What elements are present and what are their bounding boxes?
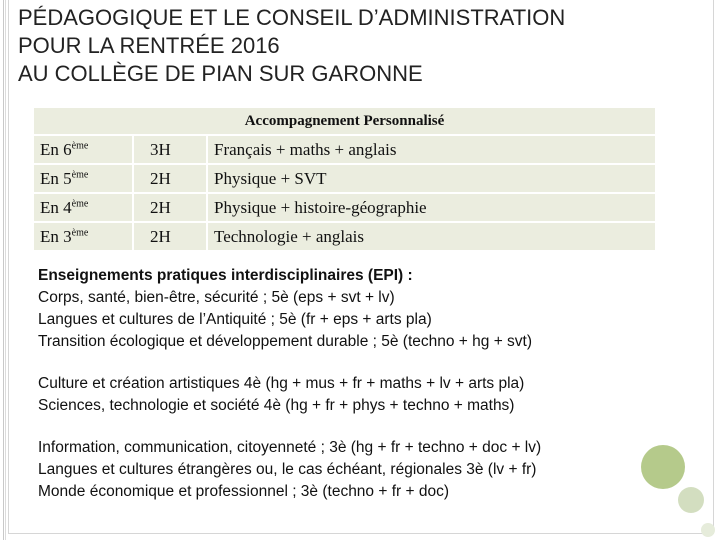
table-row [33, 222, 656, 251]
accompagnement-table [32, 106, 657, 252]
decorative-line [5, 0, 6, 540]
subjects-cell: Français + maths + anglais [207, 135, 656, 164]
hours-cell: 2H [133, 164, 207, 193]
spacer [38, 417, 541, 437]
table-row [33, 135, 656, 164]
subjects-cell: Physique + histoire-géographie [207, 193, 656, 222]
hours-cell: 2H [133, 193, 207, 222]
title-line-1: PÉDAGOGIQUE ET LE CONSEIL D’ADMINISTRATION [18, 5, 566, 30]
spacer [38, 353, 541, 373]
level-cell: En 3ème [33, 222, 133, 251]
epi-line: Corps, santé, bien-être, sécurité ; 5è (eps + svt + lv) [38, 289, 395, 306]
epi-line: Langues et cultures de l’Antiquité ; 5è (fr + eps + arts pla) [38, 311, 432, 328]
hours-cell: 3H [133, 135, 207, 164]
epi-line: Information, communication, citoyenneté ; 3è (hg + fr + techno + doc + lv) [38, 439, 542, 456]
hours-cell: 2H [133, 222, 207, 251]
decorative-circle [641, 445, 685, 489]
table-header-row [33, 107, 656, 135]
decorative-line [3, 0, 4, 540]
page-title [18, 4, 708, 88]
level-cell: En 5ème [33, 164, 133, 193]
epi-line: Sciences, technologie et société 4è (hg + fr + phys + techno + maths) [38, 397, 515, 414]
epi-line: Culture et création artistiques 4è (hg + mus + fr + maths + lv + arts pla) [38, 375, 525, 392]
epi-heading: Enseignements pratiques interdisciplinaires (EPI) : [38, 267, 413, 284]
decorative-circle [678, 487, 704, 513]
subjects-cell: Technologie + anglais [207, 222, 656, 251]
table-row [33, 193, 656, 222]
epi-line: Transition écologique et développement durable ; 5è (techno + hg + svt) [38, 333, 533, 350]
title-line-3: AU COLLÈGE DE PIAN SUR GARONNE [18, 61, 423, 86]
epi-section [38, 265, 541, 503]
decorative-circle [701, 523, 715, 537]
epi-line: Langues et cultures étrangères ou, le cas échéant, régionales 3è (lv + fr) [38, 461, 537, 478]
level-cell: En 4ème [33, 193, 133, 222]
table-header: Accompagnement Personnalisé [33, 107, 656, 135]
epi-line: Monde économique et professionnel ; 3è (techno + fr + doc) [38, 483, 449, 500]
subjects-cell: Physique + SVT [207, 164, 656, 193]
table-row [33, 164, 656, 193]
title-line-2: POUR LA RENTRÉE 2016 [18, 33, 280, 58]
level-cell: En 6ème [33, 135, 133, 164]
